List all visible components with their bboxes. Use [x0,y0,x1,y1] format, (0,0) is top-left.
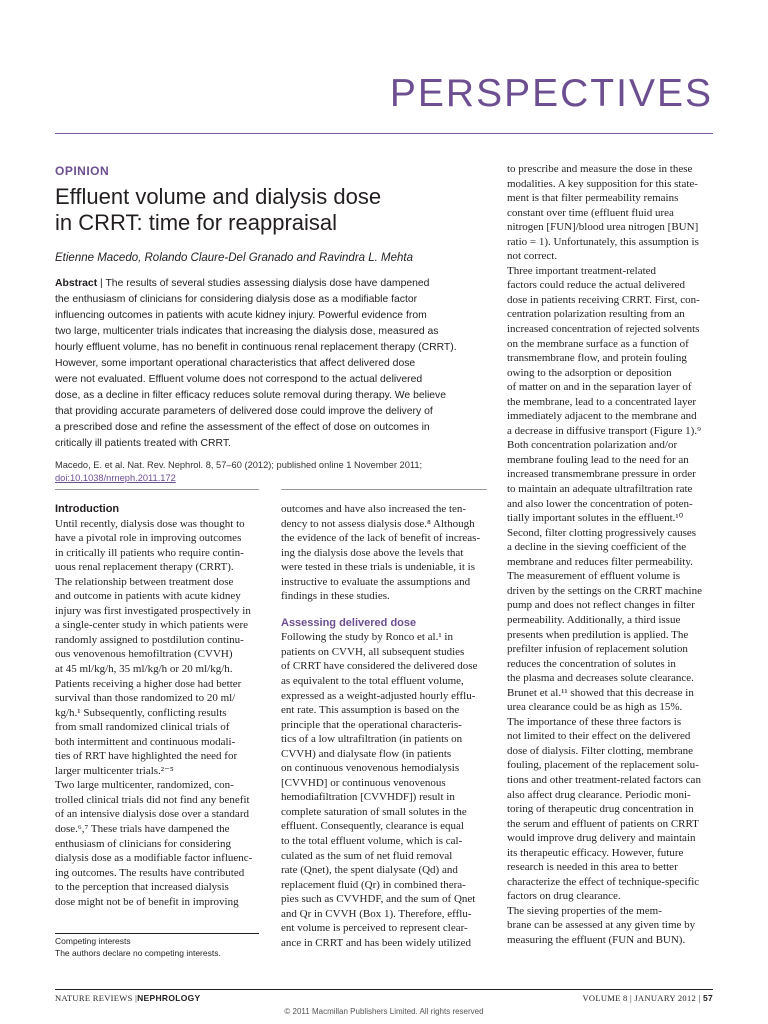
column-2-text-bottom [281,630,487,950]
text-line: randomly assigned to postdilution continu- [55,633,244,646]
text-line: factors could reduce the actual delivered [507,279,686,292]
copyright-notice: © 2011 Macmillan Publishers Limited. All rights reserved [284,1007,484,1016]
text-line: The sieving properties of the mem- [507,904,662,917]
text-line: centration polarization resulting from an [507,308,685,321]
text-line: hemodiafiltration [CVVHDF]) result in [281,791,455,804]
text-line: dose, as a decline in filter efficacy reduces solute removal during therapy. We believe [55,390,447,401]
text-line: dose might not be of benefit in improving [55,895,239,908]
text-line: increased transmembrane pressure in order [507,468,696,481]
text-line: pump and does not reflect changes in filter [507,599,695,612]
text-line: the plasma and decreases solute clearance. [507,672,694,685]
text-line: Abstract | The results of several studies assessing dialysis dose have dampened [55,278,430,289]
text-line: membrane fouling lead to the need for an [507,453,689,466]
citation [55,459,483,485]
text-line: a single-center study in which patients were [55,619,249,632]
text-line: prefilter infusion of replacement solution [507,643,688,656]
competing-interests-text: The authors declare no competing interests. [55,948,221,958]
text-line: the evidence of the lack of benefit of increas- [281,532,481,545]
text-line: on the membrane surface as a function of [507,337,689,350]
text-line: a prescribed dose and refine the assessment of the effect of dose on outcomes in [55,422,430,433]
text-line: brane can be assessed at any given time by [507,919,696,932]
text-line: rate (Qnet), the spent dialysate (Qd) and [281,864,458,877]
text-line: [CVVHD] or continuous venovenous [281,776,446,789]
text-line: to prescribe and measure the dose in these [507,163,693,175]
text-line: permeability. Additionally, a third issue [507,613,681,626]
footer-volume [582,993,713,1003]
text-line: reduces the concentration of solutes in [507,657,676,670]
text-line: in critically ill patients who require contin- [55,546,244,559]
section-heading-introduction: Introduction [55,503,120,515]
text-line: patients on CVVH, all subsequent studies [281,645,465,658]
text-line: Following the study by Ronco et al.¹ in [281,631,453,644]
text-line: ent volume is perceived to represent clear- [281,922,468,935]
title-line: Effluent volume and dialysis dose [55,184,382,209]
text-line: two large, multicenter trials indicates that increasing the dialysis dose, measured as [55,326,439,337]
text-line: would improve drug delivery and maintain [507,832,696,845]
text-line: influencing outcomes in patients with acute kidney injury. Powerful evidence from [55,310,427,321]
text-line: CVVH) and dialysate flow (in patients [281,747,452,760]
column-1-text [55,517,259,910]
text-line: and outcome in patients with acute kidney [55,590,241,603]
text-line: effluent. Consequently, clearance is equal [281,820,464,833]
text-line: uous renal replacement therapy (CRRT). [55,561,234,574]
text-line: of an intensive dialysis dose over a standard [55,808,249,821]
journal-prefix: NATURE REVIEWS [55,993,133,1003]
text-line: expressed as a weight-adjusted hourly efflu- [281,689,476,702]
text-line: nitrogen [FUN]/blood urea nitrogen [BUN] [507,221,699,234]
citation-text: Macedo, E. et al. Nat. Rev. Nephrol. 8, 57–60 (2012); published online 1 November 2011; [55,460,423,470]
text-line: factors on drug clearance. [507,890,621,903]
body-column-1 [55,502,259,909]
text-line: Three important treatment-related [507,264,657,277]
text-line: outcomes and have also increased the ten- [281,503,467,515]
text-line: principle that the operational characteris- [281,718,462,731]
article-authors: Etienne Macedo, Rolando Claure-Del Granado and Ravindra L. Mehta [55,252,413,264]
volume-info: VOLUME 8 | JANUARY 2012 | [582,993,701,1003]
text-line: have a pivotal role in improving outcomes [55,532,242,545]
section-heading-assessing-dose: Assessing delivered dose [281,616,417,629]
text-line: The importance of these three factors is [507,715,682,728]
text-line: tions and other treatment-related factors can [507,773,701,786]
text-line: ratio = 1). Unfortunately, this assumption is [507,235,699,248]
text-line: ance in CRRT and has been widely utilized [281,936,472,949]
column-divider [281,489,487,490]
column-3-text [507,162,713,948]
text-line: its therapeutic efficacy. However, future [507,846,684,859]
header-divider [55,133,713,134]
text-line: ous venovenous hemofiltration (CVVH) [55,648,233,661]
text-line: were not evaluated. Effluent volume does not correspond to the actual delivered [55,374,423,385]
doi-link[interactable]: doi:10.1038/nrneph.2011.172 [55,473,176,483]
text-line: fouling, placement of the replacement solu- [507,759,699,772]
article-type-label: OPINION [55,164,110,178]
text-line: also affect drug clearance. Periodic moni- [507,788,691,801]
text-line: ent rate. This assumption is based on the [281,704,460,717]
footer-divider [55,989,713,990]
text-line: ment is that filter permeability remains [507,192,679,205]
text-line: modalities. A key supposition for this state- [507,177,698,190]
text-line: driven by the settings on the CRRT machine [507,584,702,597]
text-line: ing outcomes. The results have contributed [55,866,245,879]
text-line: survival than those randomized to 20 ml/ [55,692,236,705]
abstract [55,276,483,452]
footer-journal: NATURE REVIEWS |NEPHROLOGY [55,993,201,1003]
text-line: However, some important operational characteristics that affect delivered dose [55,358,416,369]
text-line: at 45 ml/kg/h, 35 ml/kg/h or 20 ml/kg/h. [55,663,233,676]
text-line: Both concentration polarization and/or [507,439,678,452]
text-line: complete saturation of small solutes in the [281,805,467,818]
text-line: hourly effluent volume, has no benefit in continuous renal replacement therapy (CRRT). [55,342,457,353]
text-line: not correct. [507,250,558,263]
text-line: toring of therapeutic drug concentration in [507,803,694,816]
text-line: measuring the effluent (FUN and BUN). [507,933,686,946]
text-line: dose of dialysis. Filter clotting, membrane [507,744,694,757]
text-line: the membrane, lead to a concentrated layer [507,395,697,408]
text-line: owing to the adsorption or deposition [507,366,672,379]
text-line: research is needed in this area to better [507,861,678,874]
text-line: Two large multicenter, randomized, con- [55,779,234,792]
text-line: Second, filter clotting progressively causes [507,526,697,539]
text-line: Patients receiving a higher dose had better [55,677,242,690]
text-line: both intermittent and continuous modali- [55,735,236,748]
body-column-3 [507,162,713,948]
text-line: The relationship between treatment dose [55,575,234,588]
text-line: tics of a low ultrafiltration (in patients on [281,733,463,746]
text-line: injury was first investigated prospectively in [55,604,251,617]
column-2-text-top [281,502,487,604]
text-line: culated as the sum of net fluid removal [281,849,453,862]
text-line: presents when predilution is applied. The [507,628,689,641]
column-divider [55,489,259,490]
text-line: instructive to evaluate the assumptions and [281,575,471,588]
text-line: membrane and reduces filter permeability. [507,555,693,568]
text-line: ties of RRT have highlighted the need for [55,750,238,763]
page-number: 57 [702,993,713,1003]
text-line: characterize the effect of technique-specific [507,875,700,888]
text-line: the serum and effluent of patients on CRRT [507,817,699,830]
journal-name: NEPHROLOGY [137,993,201,1003]
text-line: were tested in these trials is undeniable, it is [281,561,475,574]
body-column-2 [281,502,487,950]
text-line: dency to not assess dialysis dose.⁸ Although [281,517,475,530]
text-line: Brunet et al.¹¹ showed that this decrease in [507,686,694,699]
text-line: Until recently, dialysis dose was thought to [55,517,245,530]
text-line: urea clearance could be as high as 15%. [507,701,683,714]
text-line: transmembrane flow, and protein fouling [507,352,687,365]
text-line: dose.⁶,⁷ These trials have dampened the [55,823,230,836]
title-line: in CRRT: time for reappraisal [55,210,338,235]
text-line: critically ill patients treated with CRRT. [55,438,231,449]
competing-interests-heading: Competing interests [55,936,131,946]
text-line: a decrease in diffusive transport (Figure 1).⁹ [507,424,701,437]
text-line: pies such as CVVHDF, and the sum of Qnet [281,893,476,906]
text-line: replacement fluid (Qr) in combined thera- [281,878,466,891]
text-line: ing the dialysis dose above the levels that [281,546,464,559]
text-line: from small randomized clinical trials of [55,721,230,734]
text-line: immediately adjacent to the membrane and [507,410,697,423]
text-line: that providing accurate parameters of delivered dose could improve the delivery of [55,406,433,417]
text-line: and Qr in CVVH (Box 1). Therefore, efflu- [281,907,472,920]
competing-divider [55,933,259,934]
text-line: to the total effluent volume, which is cal- [281,835,463,848]
text-line: tially important solutes in the effluent.¹⁰ [507,512,684,525]
text-line: dialysis dose as a modifiable factor influenc- [55,852,253,865]
text-line: increased concentration of rejected solvents [507,323,700,336]
text-line: enthusiasm of clinicians for considering [55,837,231,850]
section-header: PERSPECTIVES [389,72,713,115]
text-line: findings in these studies. [281,590,390,603]
text-line: trolled clinical trials did not find any benefit [55,793,250,806]
text-line: of matter on and in the separation layer of [507,381,692,394]
text-line: of CRRT have considered the delivered dose [281,660,478,673]
text-line: constant over time (effluent fluid urea [507,206,674,219]
text-line: to maintain an adequate ultrafiltration rate [507,483,693,496]
text-line: the enthusiasm of clinicians for considering dialysis dose as a modifiable factor [55,294,418,305]
text-line: a decline in the sieving coefficient of the [507,541,687,554]
text-line: on continuous venovenous hemodialysis [281,762,460,775]
text-line: kg/h.¹ Subsequently, conflicting results [55,706,227,719]
text-line: and also lower the concentration of poten- [507,497,693,510]
text-line: dose in patients receiving CRRT. First, con- [507,293,700,306]
text-line: The measurement of effluent volume is [507,570,680,583]
text-line: to the perception that increased dialysis [55,881,229,894]
text-line: not limited to their effect on the delivered [507,730,691,743]
article-title [55,184,475,236]
text-line: as equivalent to the total effluent volume, [281,675,464,688]
text-line: larger multicenter trials.²⁻⁵ [55,764,174,777]
